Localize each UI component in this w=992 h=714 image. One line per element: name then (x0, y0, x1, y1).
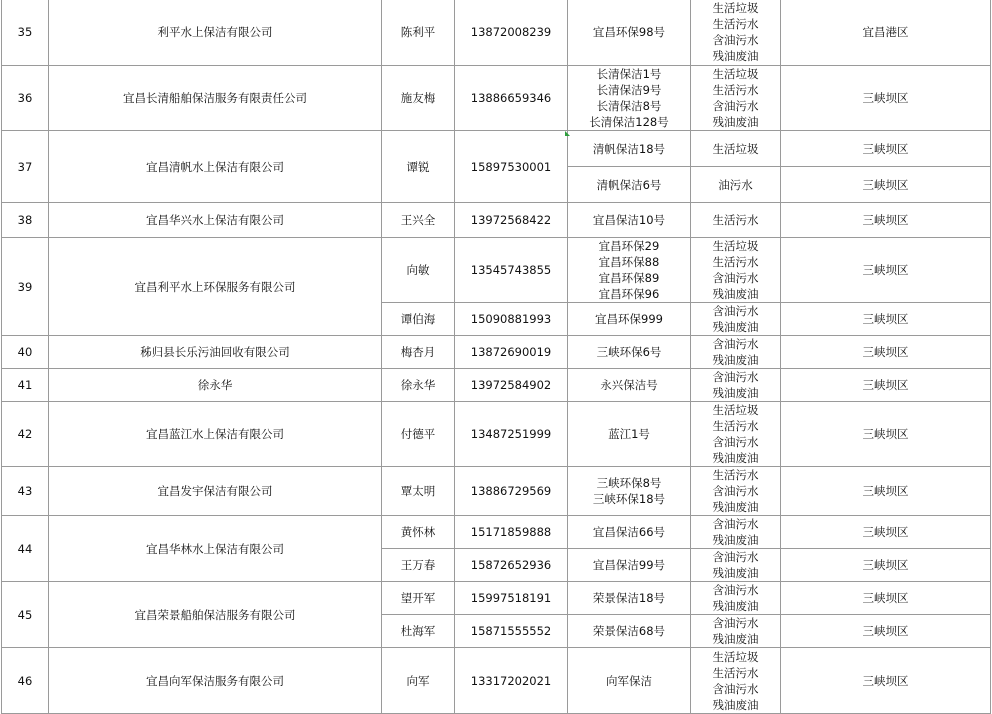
waste-type: 含油污水 (712, 304, 759, 318)
cell-comment-indicator-icon (565, 131, 570, 136)
waste-type-cell (691, 516, 781, 549)
waste-type-cell (691, 582, 781, 615)
ship-name: 宜昌保洁10号 (592, 213, 666, 227)
waste-type-cell (691, 167, 781, 203)
waste-type: 含油污水 (712, 616, 759, 630)
waste-type-cell (691, 203, 781, 238)
ship-name: 清帆保洁6号 (596, 177, 662, 192)
phone-cell: 13545743855 (455, 238, 568, 303)
phone-cell: 15872652936 (455, 549, 568, 582)
phone-cell: 13972568422 (455, 203, 568, 238)
ship-name: 长清保洁1号 (596, 67, 662, 81)
waste-type: 残油废油 (712, 451, 759, 465)
contact-cell: 向军 (382, 648, 455, 714)
contact-cell: 谭伯海 (382, 303, 455, 336)
waste-type: 生活垃圾 (712, 239, 759, 253)
company-cell: 宜昌清帆水上保洁有限公司 (49, 131, 382, 203)
waste-type-cell (691, 238, 781, 303)
waste-type: 生活污水 (712, 255, 759, 269)
waste-type: 含油污水 (712, 550, 759, 564)
ship-cell (568, 615, 691, 648)
waste-type-cell (691, 402, 781, 467)
phone-cell: 13487251999 (455, 402, 568, 467)
service-area-cell: 三峡坝区 (781, 66, 991, 131)
waste-type-cell (691, 131, 781, 167)
ship-name: 三峡环保6号 (596, 345, 662, 359)
waste-type-cell (691, 336, 781, 369)
service-area-cell: 三峡坝区 (781, 402, 991, 467)
phone-cell: 13886659346 (455, 66, 568, 131)
ship-name: 清帆保洁18号 (592, 141, 666, 156)
service-area-cell: 三峡坝区 (781, 549, 991, 582)
company-cell: 宜昌发宇保洁有限公司 (49, 467, 382, 516)
company-cell: 宜昌蓝江水上保洁有限公司 (49, 402, 382, 467)
phone-cell: 13972584902 (455, 369, 568, 402)
company-cell: 秭归县长乐污油回收有限公司 (49, 336, 382, 369)
company-cell: 宜昌华林水上保洁有限公司 (49, 516, 382, 582)
ship-name: 三峡环保8号 (596, 476, 662, 490)
row-number: 37 (2, 131, 49, 203)
ship-cell (568, 402, 691, 467)
company-cell: 利平水上保洁有限公司 (49, 0, 382, 66)
table-row (2, 203, 991, 238)
ship-name: 宜昌环保89 (598, 271, 660, 285)
phone-cell: 13886729569 (455, 467, 568, 516)
service-area-cell: 三峡坝区 (781, 203, 991, 238)
service-area-cell: 三峡坝区 (781, 648, 991, 714)
ship-name: 长清保洁128号 (589, 115, 669, 129)
ship-cell (568, 203, 691, 238)
ship-cell (568, 131, 691, 167)
waste-type-cell (691, 66, 781, 131)
ship-cell (568, 0, 691, 66)
service-area-cell: 三峡坝区 (781, 467, 991, 516)
waste-type: 残油废油 (712, 599, 759, 613)
waste-type: 残油废油 (712, 353, 759, 367)
waste-type: 残油废油 (712, 320, 759, 334)
waste-type: 生活垃圾 (712, 649, 759, 664)
table-row (2, 648, 991, 714)
ship-name: 宜昌环保29 (598, 239, 660, 253)
waste-type: 生活垃圾 (712, 403, 759, 417)
contact-cell: 王万春 (382, 549, 455, 582)
row-number: 39 (2, 238, 49, 336)
table-row (2, 0, 991, 66)
table-row (2, 66, 991, 131)
row-number: 35 (2, 0, 49, 66)
service-area-cell: 三峡坝区 (781, 238, 991, 303)
company-cell: 宜昌长清船舶保洁服务有限责任公司 (49, 66, 382, 131)
waste-type: 生活污水 (712, 16, 759, 31)
ship-cell (568, 582, 691, 615)
waste-type: 含油污水 (712, 99, 759, 113)
waste-type-cell (691, 549, 781, 582)
table-row (2, 336, 991, 369)
waste-type: 生活污水 (712, 213, 759, 227)
phone-cell: 13872690019 (455, 336, 568, 369)
ship-name: 长清保洁8号 (596, 99, 662, 113)
table-row (2, 369, 991, 402)
ship-cell (568, 467, 691, 516)
waste-type: 生活污水 (712, 419, 759, 433)
waste-type: 含油污水 (712, 337, 759, 351)
row-number: 40 (2, 336, 49, 369)
phone-cell: 15090881993 (455, 303, 568, 336)
row-number: 36 (2, 66, 49, 131)
waste-type: 残油废油 (712, 632, 759, 646)
table-row (2, 582, 991, 615)
waste-type: 生活垃圾 (712, 67, 759, 81)
row-number: 45 (2, 582, 49, 648)
ship-cell (568, 66, 691, 131)
ship-name: 宜昌保洁66号 (592, 525, 666, 539)
phone-cell: 13872008239 (455, 0, 568, 66)
ship-name: 宜昌环保96 (598, 287, 660, 301)
contact-cell: 向敏 (382, 238, 455, 303)
contact-cell: 付德平 (382, 402, 455, 467)
contact-cell: 杜海军 (382, 615, 455, 648)
table-row (2, 131, 991, 167)
ship-cell (568, 167, 691, 203)
service-area-cell: 三峡坝区 (781, 615, 991, 648)
waste-type: 残油废油 (712, 500, 759, 514)
ship-cell (568, 516, 691, 549)
row-number: 44 (2, 516, 49, 582)
row-number: 46 (2, 648, 49, 714)
ship-name: 荣景保洁68号 (592, 624, 666, 638)
company-cell: 宜昌华兴水上保洁有限公司 (49, 203, 382, 238)
phone-cell: 15171859888 (455, 516, 568, 549)
contact-cell: 黄怀林 (382, 516, 455, 549)
ship-cell (568, 238, 691, 303)
service-area-cell: 三峡坝区 (781, 167, 991, 203)
waste-type-cell (691, 0, 781, 66)
phone-cell: 15897530001 (455, 131, 568, 203)
waste-type: 含油污水 (712, 484, 759, 498)
contact-cell: 施友梅 (382, 66, 455, 131)
company-cell: 宜昌向军保洁服务有限公司 (49, 648, 382, 714)
ship-name: 永兴保洁号 (600, 378, 658, 392)
service-area-cell: 三峡坝区 (781, 516, 991, 549)
waste-type: 生活污水 (712, 468, 759, 482)
waste-type: 残油废油 (712, 386, 759, 400)
ship-cell (568, 303, 691, 336)
service-area-cell: 三峡坝区 (781, 336, 991, 369)
waste-type: 生活垃圾 (712, 141, 759, 156)
waste-type: 残油废油 (712, 115, 759, 129)
table-row (2, 402, 991, 467)
phone-cell: 15871555552 (455, 615, 568, 648)
ship-cell (568, 369, 691, 402)
table-row (2, 516, 991, 549)
waste-type: 残油废油 (712, 566, 759, 580)
waste-type: 生活污水 (712, 83, 759, 97)
table-row (2, 238, 991, 303)
service-area-cell: 宜昌港区 (781, 0, 991, 66)
service-area-cell: 三峡坝区 (781, 303, 991, 336)
contact-cell: 覃太明 (382, 467, 455, 516)
waste-type: 含油污水 (712, 583, 759, 597)
ship-name: 蓝江1号 (608, 427, 650, 441)
ship-name: 宜昌环保88 (598, 255, 660, 269)
waste-type: 含油污水 (712, 517, 759, 531)
contact-cell: 徐永华 (382, 369, 455, 402)
service-area-cell: 三峡坝区 (781, 369, 991, 402)
ship-name: 向军保洁 (606, 673, 652, 688)
waste-type: 生活垃圾 (712, 0, 759, 15)
waste-type: 生活污水 (712, 665, 759, 680)
waste-type: 残油废油 (712, 697, 759, 712)
waste-type: 残油废油 (712, 533, 759, 547)
contact-cell: 谭锐 (382, 131, 455, 203)
ship-cell (568, 648, 691, 714)
row-number: 43 (2, 467, 49, 516)
waste-type-cell (691, 467, 781, 516)
contact-cell: 陈利平 (382, 0, 455, 66)
waste-type-cell (691, 615, 781, 648)
waste-type: 含油污水 (712, 271, 759, 285)
ship-name: 宜昌环保999 (595, 312, 663, 326)
phone-cell: 15997518191 (455, 582, 568, 615)
service-area-cell: 三峡坝区 (781, 131, 991, 167)
contact-cell: 王兴全 (382, 203, 455, 238)
waste-type: 含油污水 (712, 370, 759, 384)
company-cell: 宜昌荣景船舶保洁服务有限公司 (49, 582, 382, 648)
company-cell: 徐永华 (49, 369, 382, 402)
contact-cell: 梅杏月 (382, 336, 455, 369)
waste-type: 含油污水 (712, 435, 759, 449)
ship-name: 三峡环保18号 (592, 492, 666, 506)
contractor-table (1, 0, 991, 714)
waste-type-cell (691, 648, 781, 714)
table-row (2, 467, 991, 516)
ship-name: 荣景保洁18号 (592, 591, 666, 605)
row-number: 41 (2, 369, 49, 402)
contact-cell: 望开军 (382, 582, 455, 615)
phone-cell: 13317202021 (455, 648, 568, 714)
ship-cell (568, 549, 691, 582)
service-area-cell: 三峡坝区 (781, 582, 991, 615)
ship-cell (568, 336, 691, 369)
waste-type-cell (691, 303, 781, 336)
company-cell: 宜昌利平水上环保服务有限公司 (49, 238, 382, 336)
row-number: 42 (2, 402, 49, 467)
waste-type: 含油污水 (712, 32, 759, 47)
ship-name: 宜昌保洁99号 (592, 558, 666, 572)
waste-type: 残油废油 (712, 48, 759, 63)
ship-name: 宜昌环保98号 (592, 24, 666, 39)
waste-type: 油污水 (718, 177, 753, 192)
waste-type-cell (691, 369, 781, 402)
ship-name: 长清保洁9号 (596, 83, 662, 97)
waste-type: 含油污水 (712, 681, 759, 696)
row-number: 38 (2, 203, 49, 238)
waste-type: 残油废油 (712, 287, 759, 301)
